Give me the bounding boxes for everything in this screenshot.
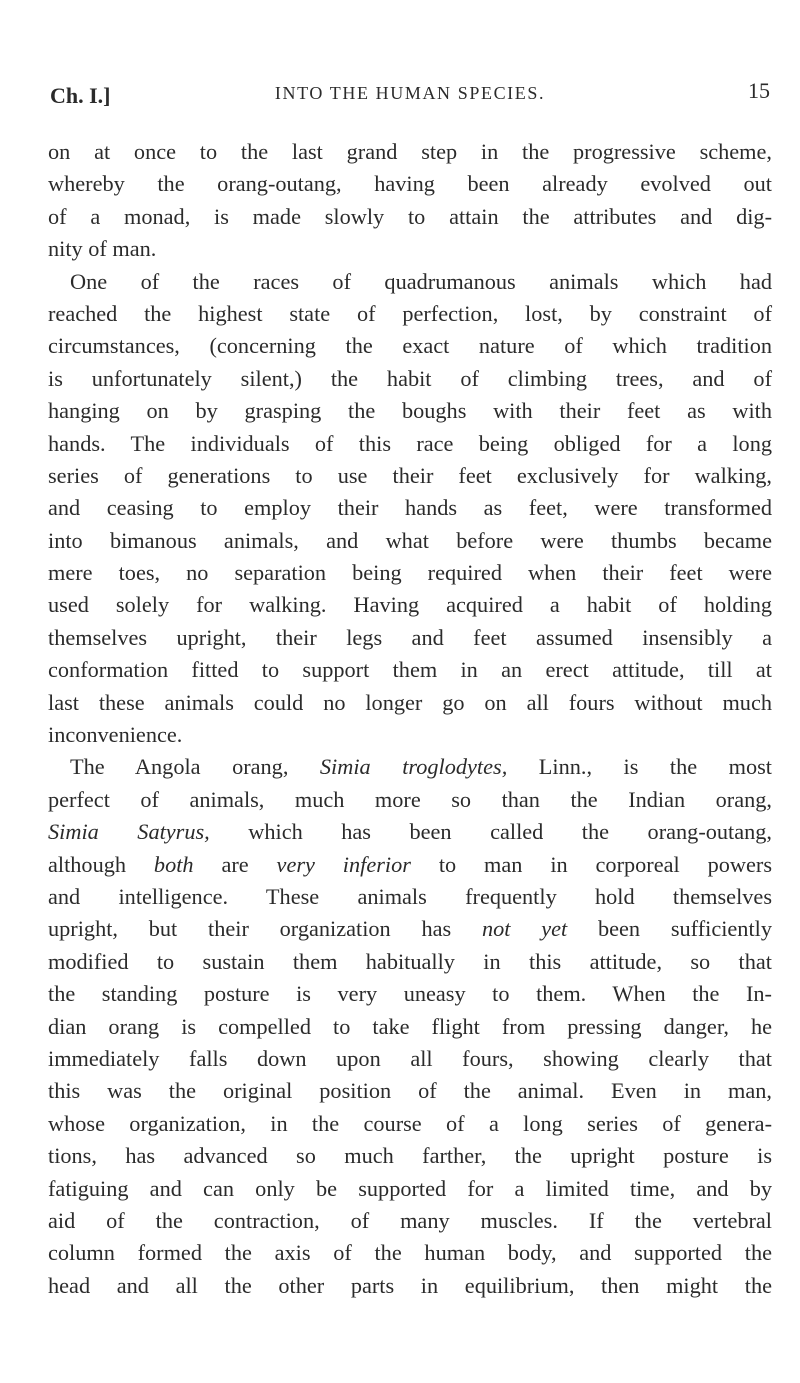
italic-phrase: both [153,851,194,877]
italic-phrase: not yet [481,916,568,942]
text-line: themselves upright, their legs and feet assumed insensibly a [48,624,772,650]
text-line: used solely for walking. Having acquired a habit of holding [48,592,772,618]
text-line: hanging on by grasping the boughs with their feet as with [48,398,772,424]
text-line-italic: Simia Satyrus, which has been called the orang-outang, [48,819,773,845]
text-line: this was the original position of the animal. Even in man, [48,1078,772,1104]
italic-phrase: Simia Satyrus, [48,819,210,845]
text-line: inconvenience. [48,722,183,748]
text-line: the standing posture is very uneasy to them. When the In- [48,981,772,1007]
text-line: aid of the contraction, of many muscles. If the vertebral [48,1207,772,1233]
running-title: INTO THE HUMAN SPECIES. [274,83,546,103]
text-line: dian orang is compelled to take flight from pressing danger, he [48,1013,772,1039]
text-line: whereby the orang-outang, having been already evolved out [48,171,772,197]
running-header [48,78,772,108]
text-line: conformation fitted to support them in an erect attitude, till at [48,657,772,683]
text-line: whose organization, in the course of a long series of genera- [48,1110,772,1136]
text-line: tions, has advanced so much farther, the upright posture is [48,1143,772,1169]
italic-phrase: Simia troglodytes, [319,754,508,780]
text-line: is unfortunately silent,) the habit of climbing trees, and of [48,365,772,391]
text-line: and ceasing to employ their hands as feet, were transformed [48,495,772,521]
text-line: immediately falls down upon all fours, showing clearly that [48,1045,772,1071]
text-line: nity of man. [48,236,157,262]
text-line: modified to sustain them habitually in this attitude, so that [48,948,772,974]
text-line: fatiguing and can only be supported for a limited time, and by [48,1175,772,1201]
text-line: perfect of animals, much more so than the Indian orang, [48,786,772,812]
chapter-label: Ch. I.] [50,83,111,108]
text-line: One of the races of quadrumanous animals which had [70,268,772,294]
text-line: on at once to the last grand step in the progressive scheme, [48,139,772,164]
page-number: 15 [748,78,770,103]
text-line: hands. The individuals of this race being obliged for a long [48,430,772,456]
text-line: of a monad, is made slowly to attain the attributes and dig- [48,203,772,229]
text-line: reached the highest state of perfection, lost, by constraint of [48,300,772,326]
book-page [48,78,772,1302]
text-line: column formed the axis of the human body, and supported the [48,1240,772,1266]
italic-phrase: very inferior [276,851,411,877]
body-text [48,136,772,1302]
text-line: head and all the other parts in equilibrium, then might the [48,1272,772,1298]
text-line-italic: The Angola orang, Simia troglodytes, Linn., is the most [70,754,772,780]
text-line: series of generations to use their feet exclusively for walking, [48,462,772,488]
text-line: mere toes, no separation being required when their feet were [48,560,772,586]
text-line-italic: upright, but their organization has not yet been sufficiently [48,916,772,942]
text-line: circumstances, (concerning the exact nature of which tradition [48,333,772,359]
text-line: last these animals could no longer go on all fours without much [48,689,772,715]
text-line-italic: although both are very inferior to man in corporeal powers [48,851,772,877]
text-line: and intelligence. These animals frequently hold themselves [48,883,772,909]
text-line: into bimanous animals, and what before were thumbs became [48,527,772,553]
